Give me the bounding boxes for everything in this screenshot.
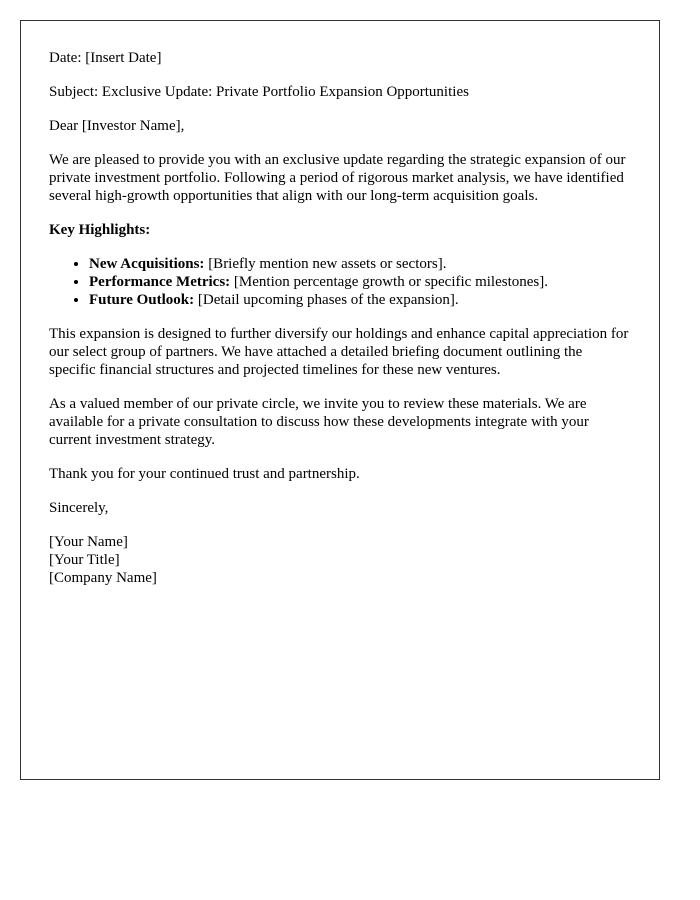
letter-intro-paragraph: We are pleased to provide you with an exclusive update regarding the strategic expansion of our private investment portfolio. Following a period of rigorous market analysis, we have identified several high-growth opportunities that align with our long-term acquisition goals.	[49, 152, 626, 204]
signature-name: [Your Name]	[49, 534, 128, 550]
highlights-list	[49, 255, 631, 309]
letter-paragraph-invitation: As a valued member of our private circle, we invite you to review these materials. We are available for a private consultation to discuss how these developments integrate with your current investment strategy.	[49, 396, 589, 448]
letter-subject: Subject: Exclusive Update: Private Portfolio Expansion Opportunities	[49, 84, 469, 100]
letter-paragraph-expansion: This expansion is designed to further diversify our holdings and enhance capital appreciation for our select group of partners. We have attached a detailed briefing document outlining the specific financial structures and projected timelines for these new ventures.	[49, 326, 629, 378]
highlights-heading: Key Highlights:	[49, 222, 151, 238]
highlight-text: [Mention percentage growth or specific milestones].	[230, 274, 548, 290]
highlight-text: [Detail upcoming phases of the expansion].	[194, 292, 459, 308]
signature-company: [Company Name]	[49, 570, 157, 586]
highlight-item-future-outlook	[89, 291, 631, 309]
letter-greeting: Dear [Investor Name],	[49, 118, 185, 134]
highlight-label: New Acquisitions:	[89, 256, 205, 272]
highlight-item-performance-metrics	[89, 273, 631, 291]
highlight-label: Future Outlook:	[89, 292, 195, 308]
letter-date: Date: [Insert Date]	[49, 50, 162, 66]
highlight-text: [Briefly mention new assets or sectors].	[204, 256, 447, 272]
letter-container	[20, 20, 660, 780]
signature-title: [Your Title]	[49, 552, 120, 568]
letter-closing: Sincerely,	[49, 500, 109, 516]
highlight-label: Performance Metrics:	[89, 274, 231, 290]
highlight-item-new-acquisitions	[89, 255, 631, 273]
signature-block	[49, 533, 631, 587]
letter-thanks: Thank you for your continued trust and partnership.	[49, 466, 360, 482]
